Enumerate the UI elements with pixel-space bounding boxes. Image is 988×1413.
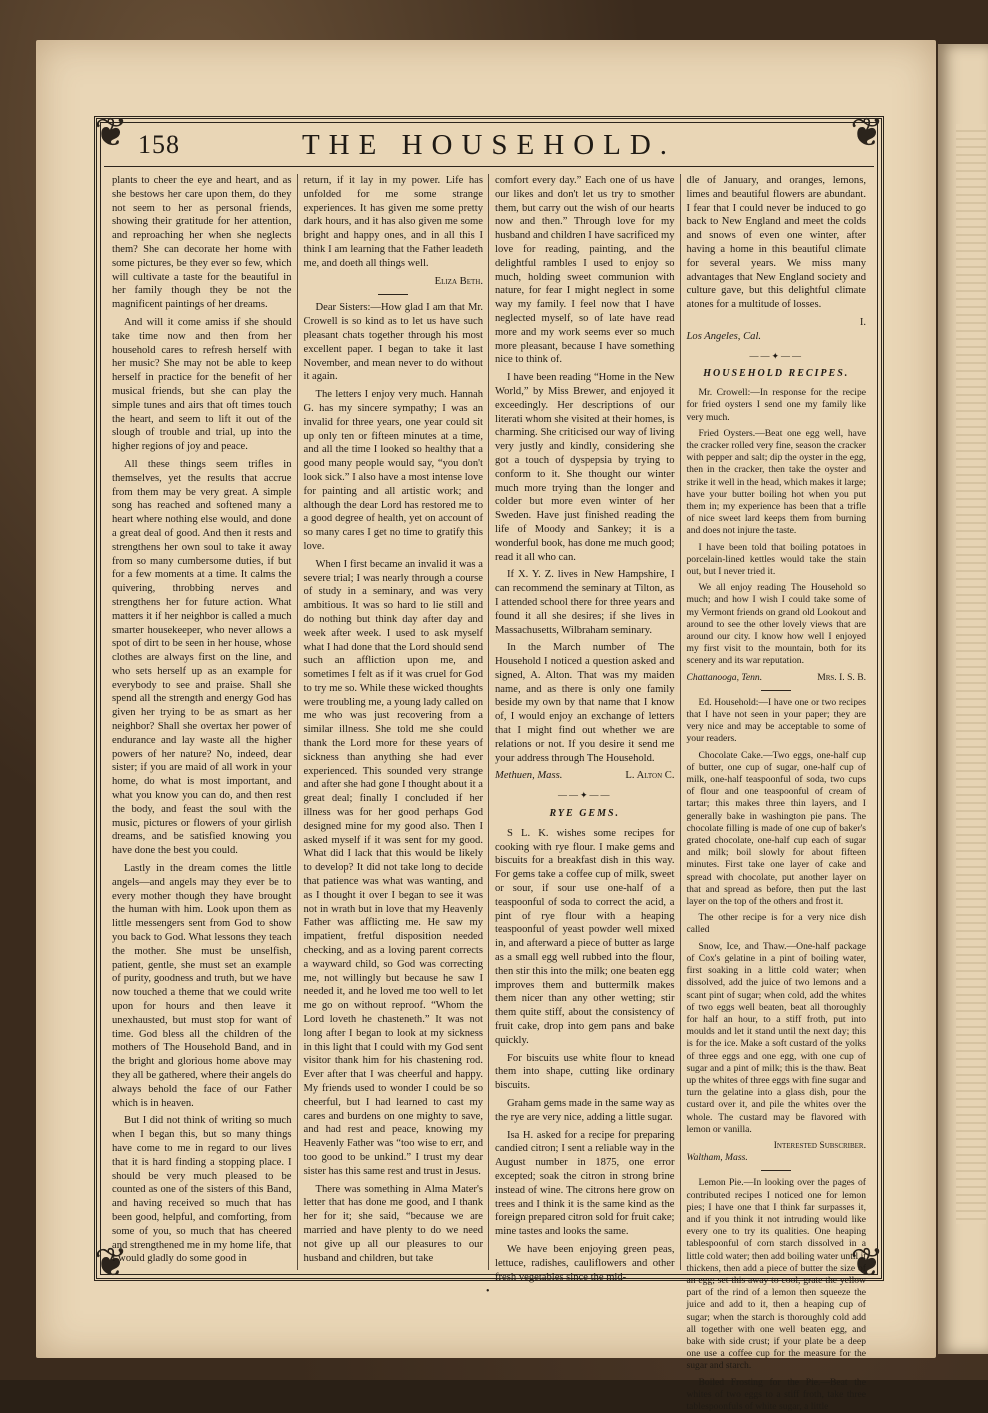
signature bbox=[687, 672, 867, 684]
signature bbox=[304, 275, 484, 289]
signature-place: Methuen, Mass. bbox=[495, 770, 563, 782]
signature bbox=[495, 769, 675, 783]
signature-name: Interested Subscriber. bbox=[773, 1139, 866, 1151]
paragraph: S L. K. wishes some recipes for cooking with rye flour. I make gems and biscuits for a breakfast dish in this way. For gems take a coffee cup of milk, sweet or sour, if sour use one-half of a teaspoonful of soda to correct the acid, a pint of rye flour with a heaping teaspoonful of yeast powder well mixed in, and afterward a piece of butter as large as a small egg well rubbed into the flour, then stir this into the milk; one beaten egg improves them and buttermilk makes them nicer than any other wetting; stir them quite stiff, about the consistency of fruit cake, drop into gem pans and bake quickly. bbox=[495, 827, 675, 1046]
paragraph: Graham gems made in the same way as the rye are very nice, adding a little sugar. bbox=[495, 1098, 675, 1123]
column-1 bbox=[112, 174, 298, 1270]
corner-ornament-icon: ❦ bbox=[94, 110, 128, 156]
signature-place: Chattanooga, Tenn. bbox=[686, 671, 763, 683]
paragraph: We all enjoy reading The Household so much; and how I wish I could take some of my Vermont friends on grand old Lookout and around to see the other lovely views that are around our city. I know how well I enjoyed my first visit to the mountain, both for its scenery and its war reputation. bbox=[686, 582, 866, 667]
signature-initial: I. bbox=[859, 316, 866, 328]
paragraph: Boiled Frosting for the Pie.—Beat the whites of two eggs to a stiff froth, take three tablespoonfuls of white sugar, a little bbox=[686, 1376, 866, 1412]
paragraph: Snow, Ice, and Thaw.—One-half package of Cox's gelatine in a pint of boiling water, first soaking in a little cold water; when dissolved, add the juice of two lemons and a scant pint of sugar; when cold, add the whites of two eggs well beaten, beat all thoroughly for half an hour, to a stiff froth, put into moulds and let it stand until the next day; this is for the ice. Make a soft custard of the yolks of three eggs and one egg, with one cup of sugar and a pint of milk; this is the thaw. Beat up the whites of three eggs with fine sugar and turn the gelatine into a glass dish, pour the custard over it, and pile the whites over the whole. The custard may be flavored with lemon or vanilla. bbox=[686, 940, 866, 1135]
paragraph: Dear Sisters:—How glad I am that Mr. Crowell is so kind as to let us have such pleasant chats together through his most excellent paper. I began to take it last November, and mean never to do without it again. bbox=[303, 302, 483, 383]
page-header bbox=[104, 126, 874, 167]
page-number: 158 bbox=[138, 130, 180, 159]
section-ornament-icon: ——✦—— bbox=[749, 350, 804, 361]
paragraph: comfort every day.” Each one of us have our likes and don't let us try to smother them, but carry out the wish of our hearts now and then.” Through love for my husband and children I have sacrificed my love for reading, painting, and the delightful rambles I used to enjoy so much, holding sweet communion with nature, for fear I might neglect in some way my family. I feel now that I have neglected myself, so of late have read more and my work seems ever so much more pleasant, because I have something nice to think of. bbox=[495, 175, 675, 366]
signature-place-row bbox=[687, 1152, 867, 1164]
paragraph: All these things seem trifles in themselves, yet the results that accrue from them may be very great. A simple song has reached and softened many a heart where nothing else would, and done a great deal of good. And then it rests and strengthens her own soul to take it away from so many cumbersome duties, if but for a few moments at a time. It calms the quivering, throbbing nerves and strengthens her for future action. What matters it if her neighbor is called a much smarter housekeeper, who never allows a spot of dirt to be seen in her house, whose clothes are always first on the line, and who sets herself up as an example for everybody to see and praise. Shall she spend all the strength and energy God has given her trying to be as smart as her neighbor? Shall she overtax her power of endurance and lay waste all the higher powers of her nature? No, indeed, dear sister; if you are maid of all work in your home, do what is most important, and what you know you can do, and then rest the body, and feast the soul with the music, pictures or flowers of your girlish dreams, and be satisfied knowing you have done the best you could. bbox=[112, 458, 292, 857]
paragraph: Mr. Crowell:—In response for the recipe for fried oysters I send one my family like very much. bbox=[686, 387, 866, 423]
signature-place: Los Angeles, Cal. bbox=[686, 330, 762, 342]
column-3 bbox=[495, 174, 681, 1283]
section-ornament-icon: ——✦—— bbox=[557, 790, 612, 801]
paragraph: In the March number of The Household I noticed a question asked and signed, A. Alton. That was my maiden name, and as there is only one family beside my own by that name that I know of, I would enjoy an exchange of letters that I might find out whether we are relations or not. If you desire it send me your address through The Household. bbox=[495, 642, 675, 764]
page-title: THE HOUSEHOLD. bbox=[301, 129, 677, 161]
paragraph: return, if it lay in my power. Life has unfolded for me some strange experiences. It has given me some pretty dark hours, and it has also given me some bright and happy ones, and in all this I think I am learning that the Father leadeth me, and doeth all things well. bbox=[303, 175, 483, 269]
signature-name: Mrs. I. S. B. bbox=[817, 671, 866, 683]
paragraph: Lastly in the dream comes the little angels—and angels may they ever be to every mother though they have brought the human with him. Look upon them as little messengers sent from God to show you back to God. What lessons they teach the mother. She must be unselfish, patient, gentle, she must set an example of purity, goodness and truth, but we have now touched a theme that we could write upon for hours and then leave it unexhausted, but must stop for want of time. God bless all the children of the mothers of The Household Band, and in the bright and glorious home above may they all be gathered, where their angels do always behold the face of our Father which is in heaven. bbox=[112, 863, 292, 1109]
paragraph: The other recipe is for a very nice dish called bbox=[686, 912, 866, 936]
paragraph: There was something in Alma Mater's letter that has done me good, and I thank her for it; she said, “because we are married and have plenty to do we need not give up all our pleasures to our husband and children, but take bbox=[303, 1183, 483, 1264]
section-title: RYE GEMS. bbox=[549, 808, 621, 820]
recipe-block bbox=[687, 387, 867, 1413]
signature-place: Waltham, Mass. bbox=[686, 1152, 748, 1164]
paragraph: dle of January, and oranges, lemons, limes and beautiful flowers are abundant. I fear that I could never be induced to go back to New England and meet the colds and snows of even one winter, after having a home in this beautiful climate for several years. We miss many advantages that New England society and culture gave, but this delightful climate atones for a multitude of losses. bbox=[686, 175, 866, 311]
corner-ornament-icon: ❦ bbox=[850, 110, 884, 156]
paragraph: Ed. Household:—I have one or two recipes that I have not seen in your paper; they are very nice and may be acceptable to some of your readers. bbox=[686, 696, 866, 745]
paragraph: Chocolate Cake.—Two eggs, one-half cup of butter, one cup of sugar, one-half cup of milk, one-half teaspoonful of soda, two cups of flour and one teaspoonful of cream of tartar; this makes three thin layers, and I generally bake in washington pie pans. The chocolate filling is made of one cup of baker's grated chocolate, one-half cup each of sugar and milk; boil slowly for about fifteen minutes. First take one layer of cake and spread with chocolate, put another layer on that and spread as before, then put the last layer on the top of the others and frost it. bbox=[686, 749, 866, 908]
signature-name: Eliza Beth. bbox=[434, 275, 483, 287]
signature-name: L. Alton C. bbox=[625, 770, 675, 782]
paragraph: We have been enjoying green peas, lettuce, radishes, cauliflowers and other fresh vegetables since the mid- bbox=[495, 1243, 675, 1283]
paragraph: And will it come amiss if she should take time now and then from her household cares to refresh herself with her music? She may not be able to keep herself in practice for the benefit of her musical friends, but she can play the simple tunes and airs that oft times touch the heart, and seem to lift it out of the slough of trouble and trial, up into the higher regions of joy and peace. bbox=[112, 316, 292, 453]
paragraph: Lemon Pie.—In looking over the pages of contributed recipes I noticed one for lemon pies; I have one that I think far surpasses it, and if you think it not intruding would like every one to try its qualities. One heaping tablespoonful of corn starch dissolved in a little cold water; then add boiling water until it thickens, then add a piece of butter the size of an egg; set this away to cool, grate the yellow part of the rind of a lemon then squeeze the juice and add to it, then a heaping cup of sugar; when the starch is thoroughly cold add all together with one well beaten egg, and bake with side crust; if your plate be a deep one use a coffee cup for the measure for the sugar and starch. bbox=[686, 1177, 866, 1372]
signature-place-row bbox=[687, 330, 867, 344]
footer-mark: • bbox=[486, 1286, 490, 1297]
paragraph: I have been told that boiling potatoes in porcelain-lined kettles would take the stain out, but I never tried it. bbox=[686, 541, 866, 577]
section-title: HOUSEHOLD RECIPES. bbox=[703, 368, 850, 380]
adjacent-page-edge bbox=[938, 44, 988, 1354]
column-4 bbox=[686, 174, 867, 1412]
corner-ornament-icon: ❦ bbox=[94, 1240, 128, 1286]
divider bbox=[761, 1170, 791, 1171]
divider bbox=[761, 690, 791, 691]
paragraph: plants to cheer the eye and heart, and as she bestows her care upon them, do they not seem to her as personal friends, showing their gratitude for her attention, and reproaching her when she neglects them? She can decorate her home with some pictures, be they ever so few, which will cultivate a taste for the beautiful in her family though they be not the magnificent paintings of her dreams. bbox=[112, 175, 292, 311]
paragraph: The letters I enjoy very much. Hannah G. has my sincere sympathy; I was an invalid for three years, one year could sit up only ten or fifteen minutes at a time, and all the time I looked so healthy that a good many people would say, “you don't look sick.” I also have a most intense love for painting and all artistic work; and although the dear Lord has restored me to a good degree of health, yet on account of so many cares I get no time to gratify this love. bbox=[303, 389, 483, 552]
paragraph: Fried Oysters.—Beat one egg well, have the cracker rolled very fine, season the cracker with pepper and salt; dip the oyster in the egg, then in the cracker, then take the oyster and strike it well in the head, which makes it large; have your butter boiling hot when you put them in; my experience has been that a trifle of nice sweet lard keeps them from burning and does not injure the taste. bbox=[686, 427, 866, 537]
adjacent-page-text bbox=[956, 124, 986, 1224]
paragraph: I have been reading “Home in the New World,” by Miss Brewer, and enjoyed it exceedingly. Her descriptions of our literati whom she visited at their homes, is charming. She criticised our way of living very justly and kindly, considering she got a touch of dyspepsia by trying to conform to it. She thought our winter much more trying than the longer and colder but more even winter of her Sweden. Have just finished reading the life of Moody and Sankey; it is a wonderful book, has done me much good; read it all who can. bbox=[495, 372, 675, 563]
signature bbox=[687, 1140, 867, 1152]
paragraph: When I first became an invalid it was a severe trial; I was nearly through a course of study in a seminary, and was very ambitious. It was so hard to lie still and do nothing but think day after day and week after week. I used to ask myself what I had done that the Lord should send such an affliction upon me, and sometimes I felt as if it was cruel for God to try me so. While these wicked thoughts were troubling me, a young lady called on me who was just recovering from a similar illness. She told me she could thank the Lord more for these years of sickness than anything she had ever experienced. This sounded very strange and after she had gone I thought about it a great deal; finally I concluded if her illness was for her good perhaps God designed mine for my good also. Then I asked myself if it was sent for my good. What did I lack that this would be likely to develop? It did not take long to decide that patience was what was wanting, and as I thought it over I began to see it was not in wrath but in love that my Heavenly Father was afflicting me. He saw my impatient, fretful disposition needed checking, and as a loving parent corrects a wayward child, so God was correcting me, not willingly but because he saw I needed it, and he loved me too well to let me go on without reproof. “Whom the Lord loveth he chasteneth.” It was not long after I began to look at my sickness in this light that I could with my God sent visitor thank him for his chastening rod. Ever after that I was cheerful and happy. My friends used to wonder I could be so cheerful, but I had learned to cast my cares and burdens on one mighty to save, and had rest and peace, knowing my Heavenly Father was “too wise to err, and too good to be unkind.” I trust my dear sister has this same rest and trust in Jesus. bbox=[303, 558, 483, 1177]
paragraph: Isa H. asked for a recipe for preparing candied citron; I sent a reliable way in the August number in 1875, one error excepted; soak the citron in strong brine instead of wine. The citrons here grow on trees and I think it is the same kind as the foreign prepared citron sold for fruit cake; mine tastes and looks the same. bbox=[495, 1129, 675, 1238]
paragraph: For biscuits use white flour to knead them into shape, cutting like ordinary biscuits. bbox=[495, 1052, 675, 1092]
paragraph: If X. Y. Z. lives in New Hampshire, I can recommend the seminary at Tilton, as I attended school there for three years and found it all she desires; if she lives in Massachusetts, Wilbraham seminary. bbox=[495, 569, 675, 636]
divider bbox=[378, 294, 408, 295]
corner-ornament-icon: ❦ bbox=[850, 1240, 884, 1286]
signature bbox=[687, 316, 867, 330]
text-columns bbox=[112, 174, 866, 1412]
paragraph: But I did not think of writing so much when I began this, but so many things have come to me in regard to our lives that it is hard finding a stopping place. I should be very much pleased to be counted as one of the sisters of this Band, and having received so much that has been good, helpful, and comforting, from some of you, so much that has cheered and strengthened me in my home life, that I would gladly do some good in bbox=[112, 1115, 292, 1265]
column-2 bbox=[304, 174, 490, 1270]
